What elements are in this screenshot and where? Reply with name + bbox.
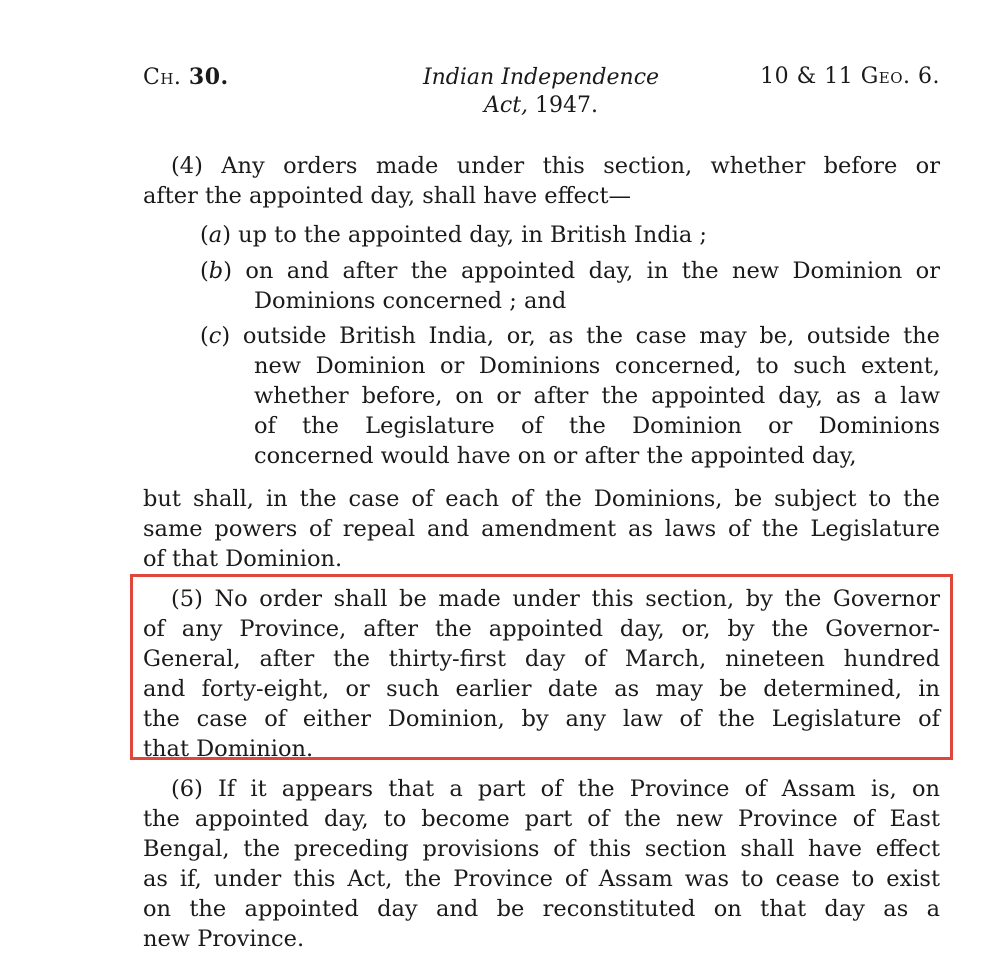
paragraph-line: General, after the thirty-first day of March, nineteen hundred <box>143 646 940 672</box>
act-word: Act, <box>483 93 529 118</box>
paragraph-line: Bengal, the preceding provisions of this section shall have effect <box>143 836 940 862</box>
act-year: 1947. <box>535 93 599 118</box>
paragraph-line: that Dominion. <box>143 736 314 762</box>
paragraph-line: the appointed day, to become part of the new Province of East <box>143 806 940 832</box>
clause-line: new Dominion or Dominions concerned, to such extent, <box>254 353 940 379</box>
paragraph-line: of that Dominion. <box>143 546 343 572</box>
clause-line: whether before, on or after the appointed day, as a law <box>254 383 940 409</box>
paragraph-line: after the appointed day, shall have effect— <box>143 183 632 209</box>
paragraph-6 <box>143 774 940 954</box>
chapter-prefix: Ch. <box>143 65 182 90</box>
clause-label: c <box>208 323 222 349</box>
paragraph-line: of any Province, after the appointed day, or, by the Governor- <box>143 616 940 642</box>
paragraph-line: and forty-eight, or such earlier date as may be determined, in <box>143 676 940 702</box>
clause-a <box>200 220 940 250</box>
act-title-line1: Indian Independence <box>422 65 660 90</box>
act-title <box>413 64 669 120</box>
clause-label: b <box>208 258 224 284</box>
clause-line: of the Legislature of the Dominion or Dominions <box>254 413 940 439</box>
clause-line: (b) on and after the appointed day, in the new Dominion or <box>200 258 940 284</box>
clause-text: on and after the appointed day, in the new Dominion or <box>245 258 940 284</box>
clause-line: (a) up to the appointed day, in British India ; <box>200 222 708 248</box>
clause-c <box>200 321 940 471</box>
paragraph-4-tail <box>143 484 940 574</box>
page-header <box>143 60 940 124</box>
paragraph-line: (4) Any orders made under this section, whether before or <box>171 153 940 179</box>
paragraph-4 <box>143 151 940 211</box>
clause-line: concerned would have on or after the appointed day, <box>254 443 857 469</box>
clause-b <box>200 256 940 316</box>
paragraph-line: the case of either Dominion, by any law of the Legislature of <box>143 706 940 732</box>
chapter-number: 30. <box>188 64 229 90</box>
paragraph-line: as if, under this Act, the Province of Assam was to cease to exist <box>143 866 940 892</box>
regnal-year: 10 & 11 Geo. 6. <box>760 64 940 89</box>
paragraph-line: but shall, in the case of each of the Dominions, be subject to the <box>143 486 940 512</box>
clause-label: a <box>208 222 223 248</box>
act-title-line2 <box>413 92 669 120</box>
paragraph-5 <box>143 584 940 764</box>
clause-text: outside British India, or, as the case may be, outside the <box>242 323 940 349</box>
clause-line: (c) outside British India, or, as the case may be, outside the <box>200 323 940 349</box>
paragraph-line: new Province. <box>143 926 305 952</box>
paragraph-line: on the appointed day and be reconstituted on that day as a <box>143 896 940 922</box>
paragraph-line: (6) If it appears that a part of the Province of Assam is, on <box>171 776 940 802</box>
chapter-label <box>143 64 229 90</box>
clause-text: up to the appointed day, in British India ; <box>238 222 708 248</box>
clause-line: Dominions concerned ; and <box>254 288 567 314</box>
paragraph-line: (5) No order shall be made under this section, by the Governor <box>171 586 940 612</box>
paragraph-line: same powers of repeal and amendment as laws of the Legislature <box>143 516 940 542</box>
